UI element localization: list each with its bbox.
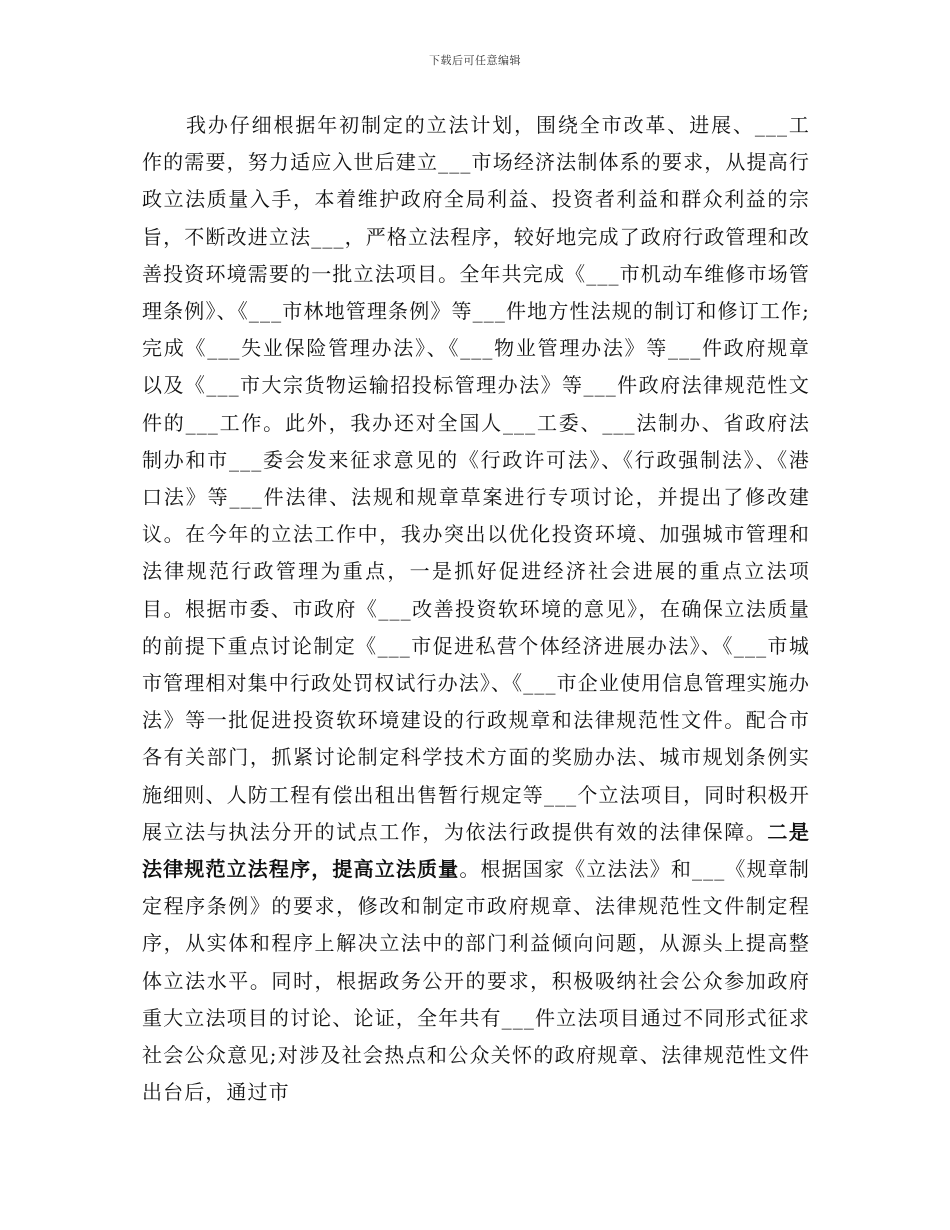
paragraph-segment-2: 。根据国家《立法法》和___《规章制定程序条例》的要求，修改和制定市政府规章、法律规范性文件制定程序，从实体和程序上解决立法中的部门利益倾向问题，从源头上提高整体立法水平。同时，根据政务公开的要求，积极吸纳社会公众参加政府重大立法项目的讨论、论证，全年共有___件立法项目通过不同形式征求社会公众意见;对涉及社会热点和公众关怀的政府规章、法律规范性文件出台后，通过市	[142, 857, 810, 1105]
paragraph-segment-1: 我办仔细根据年初制定的立法计划，围绕全市改革、进展、___工作的需要，努力适应入世后建立___市场经济法制体系的要求，从提高行政立法质量入手，本着维护政府全局利益、投资者利益和群众利益的宗旨，不断改进立法___，严格立法程序，较好地完成了政府行政管理和改善投资环境需要的一批立法项目。全年共完成《___市机动车维修市场管理条例》、《___市林地管理条例》等___件地方性法规的制订和修订工作;完成《___失业保险管理办法》、《___物业管理办法》等___件政府规章以及《___市大宗货物运输招投标管理办法》等___件政府法律规范性文件的___工作。此外，我办还对全国人___工委、___法制办、省政府法制办和市___委会发来征求意见的《行政许可法》、《行政强制法》、《港口法》等___件法律、法规和规章草案进行专项讨论，并提出了修改建议。在今年的立法工作中，我办突出以优化投资环境、加强城市管理和法律规范行政管理为重点，一是抓好促进经济社会进展的重点立法项目。根据市委、市政府《___改善投资软环境的意见》，在确保立法质量的前提下重点讨论制定《___市促进私营个体经济进展办法》、《___市城市管理相对集中行政处罚权试行办法》、《___市企业使用信息管理实施办法》等一批促进投资软环境建设的行政规章和法律规范性文件。配合市各有关部门，抓紧讨论制定科学技术方面的奖励办法、城市规划条例实施细则、人防工程有偿出租出售暂行规定等___个立法项目，同时积极开展立法与执法分开的试点工作，为依法行政提供有效的法律保障。	[142, 113, 810, 844]
paragraph-bold-heading: 二是法律规范立法程序，提高立法质量	[142, 819, 810, 882]
body-paragraph	[142, 107, 810, 1111]
header-note: 下载后可任意编辑	[429, 54, 521, 67]
